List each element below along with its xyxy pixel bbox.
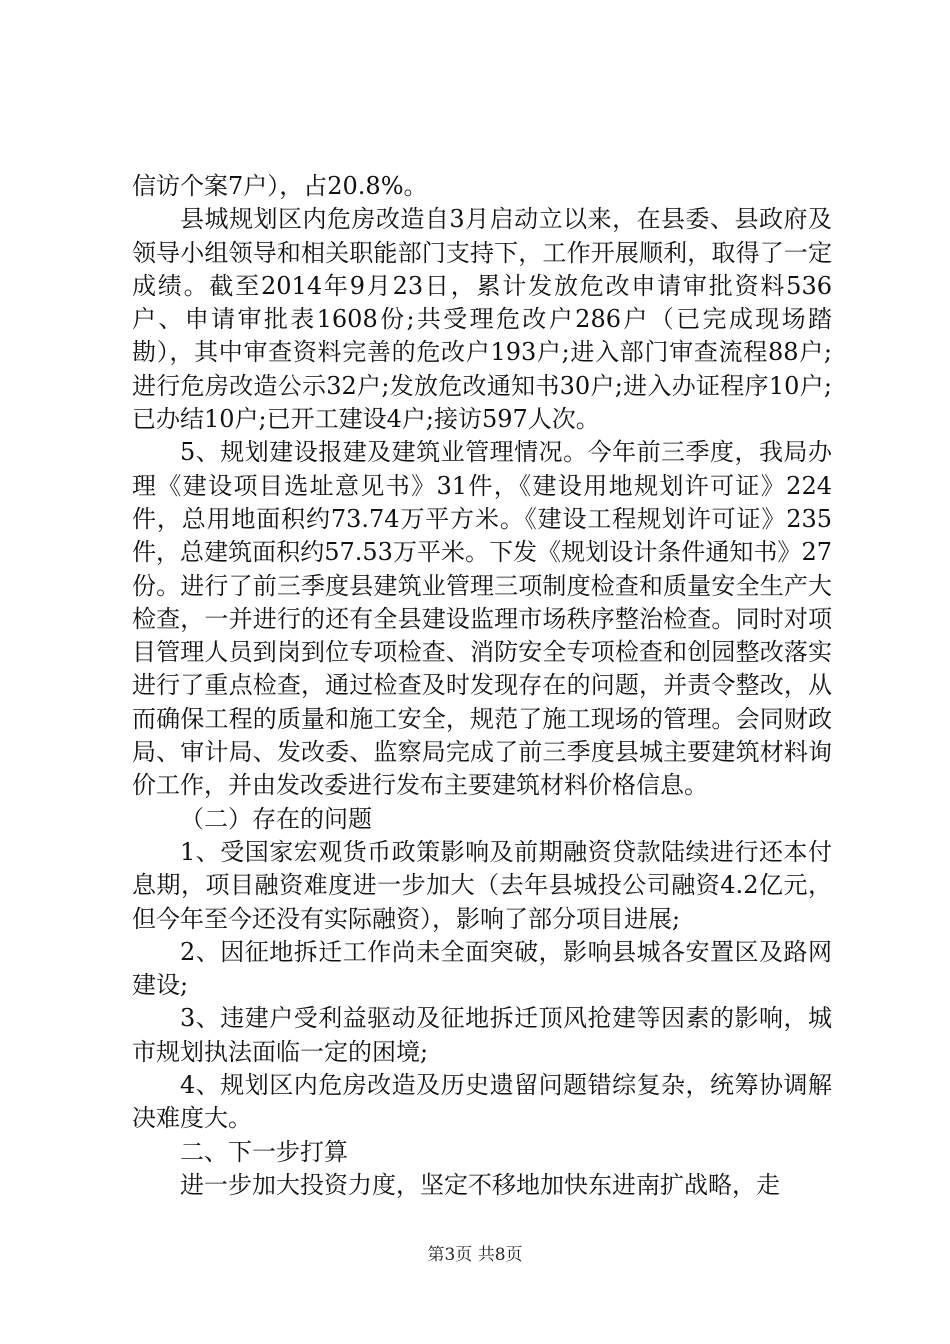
paragraph-problem-4: 4、规划区内危房改造及历史遗留问题错综复杂，统筹协调解决难度大。 bbox=[132, 1071, 832, 1133]
document-body bbox=[132, 170, 832, 1202]
paragraph-next-steps: 进一步加大投资力度，坚定不移地加快东进南扩战略，走 bbox=[180, 1170, 780, 1199]
section-heading-problems: （二）存在的问题 bbox=[180, 804, 372, 833]
paragraph-problem-2: 2、因征地拆迁工作尚未全面突破，影响县城各安置区及路网建设; bbox=[132, 937, 832, 1000]
paragraph-2: 县城规划区内危房改造自3月启动立以来，在县委、县政府及领导小组领导和相关职能部门支持下，工作开展顺利，取得了一定成绩。截至2014年9月23日，累计发放危改申请审批资料536户、申请审批表1608份;共受理危改户286户（已完成现场踏勘），其中审查资料完善的危改户193户;进入部门审查流程88户;进行危房改造公示32户;发放危改通知书30户;进入办证程序10户;已办结10户;已开工建设4户;接访597人次。 bbox=[132, 205, 832, 434]
paragraph-3: 5、规划建设报建及建筑业管理情况。今年前三季度，我局办理《建设项目选址意见书》31件，《建设用地规划许可证》224件，总用地面积约73.74万平方米。《建设工程规划许可证》235件，总建筑面积约57.53万平米。下发《规划设计条件通知书》27份。进行了前三季度县建筑业管理三项制度检查和质量安全生产大检查，一并进行的还有全县建设监理市场秩序整治检查。同时对项目管理人员到岗到位专项检查、消防安全专项检查和创园整改落实进行了重点检查，通过检查及时发现存在的问题，并责令整改，从而确保工程的质量和施工安全，规范了施工现场的管理。会同财政局、审计局、发改委、监察局完成了前三季度县城主要建筑材料询价工作，并由发改委进行发布主要建筑材料价格信息。 bbox=[132, 438, 832, 800]
paragraph-problem-3: 3、违建户受利益驱动及征地拆迁顶风抢建等因素的影响，城市规划执法面临一定的困境; bbox=[132, 1004, 832, 1066]
page-number-footer: 第3页 共8页 bbox=[427, 1245, 523, 1265]
paragraph-1: 信访个案7户），占20.8%。 bbox=[132, 172, 428, 200]
section-heading-next-steps: 二、下一步打算 bbox=[180, 1137, 348, 1166]
paragraph-problem-1: 1、受国家宏观货币政策影响及前期融资贷款陆续进行还本付息期，项目融资难度进一步加大（去年县城投公司融资4.2亿元，但今年至今还没有实际融资），影响了部分项目进展; bbox=[132, 837, 832, 933]
